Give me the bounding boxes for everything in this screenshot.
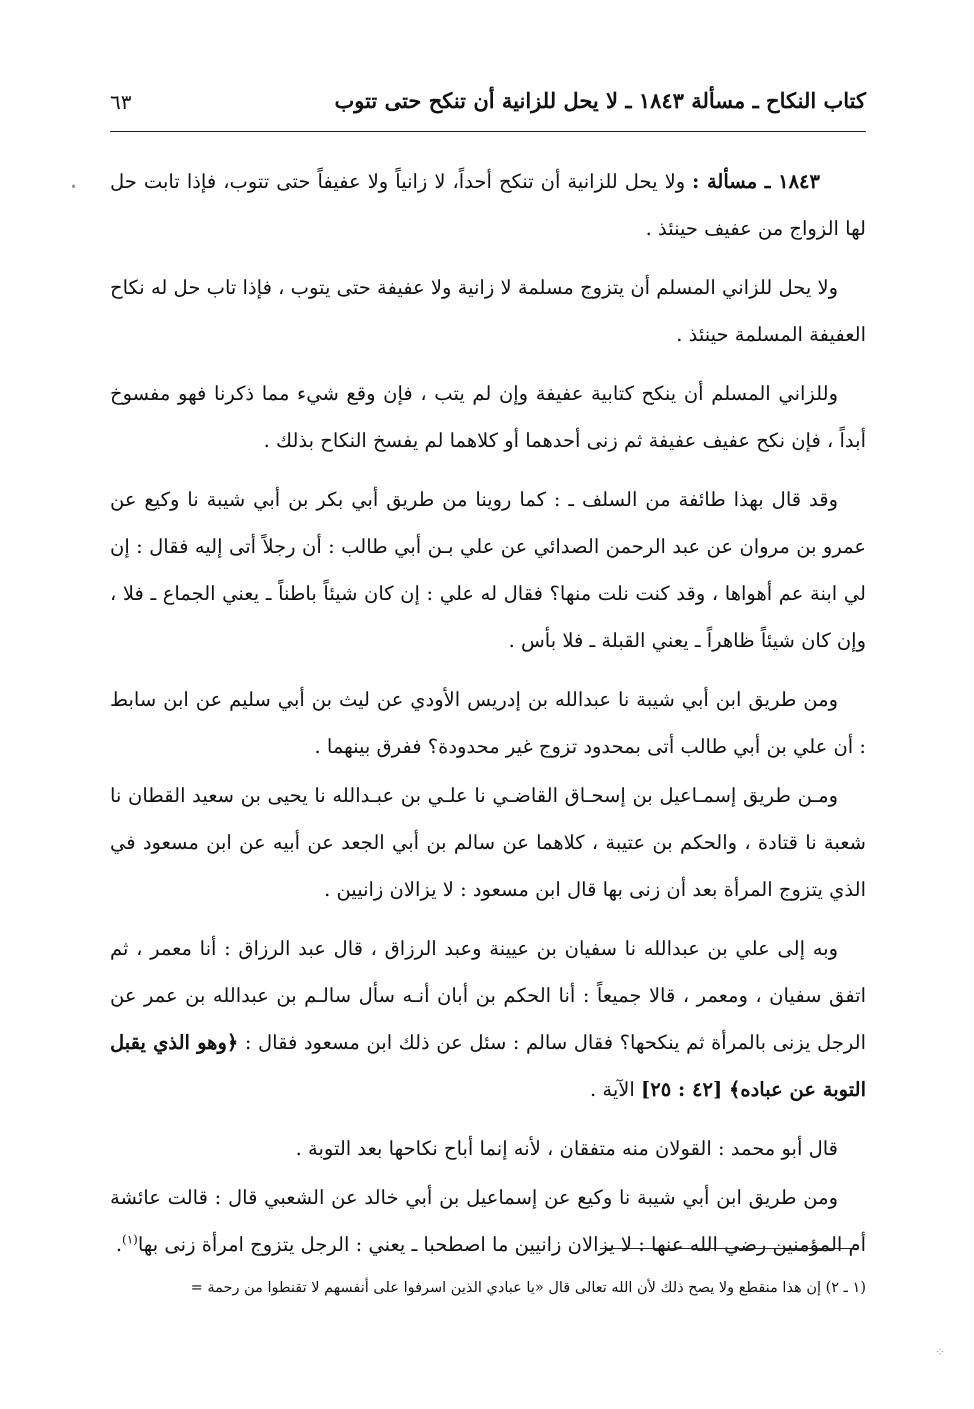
paragraph-2: ولا يحل للزاني المسلم أن يتزوج مسلمة لا زانية ولا عفيفة حتى يتوب ، فإذا تاب حل له نكاح العفيفة المسلمة حينئذ . — [110, 276, 866, 346]
paragraph-4: وقد قال بهذا طائفة من السلف ـ : كما روينا من طريق أبي بكر بن أبي شيبة نا وكيع عن عمرو بن مروان عن عبد الرحمن الصدائي عن علي بـن أبي طالب : أن رجلاً أتى إليه فقال : إن لي ابنة عم أهواها ، وقد كنت نلت منها؟ فقال له علي : إن كان شيئاً باطناً ـ يعني الجماع ـ فلا ، وإن كان شيئاً ظاهراً ـ يعني القبلة ـ فلا بأس . — [110, 488, 866, 652]
footnote-ref: (١) — [122, 1232, 138, 1247]
paragraph-7-tail: الآية . — [589, 1078, 635, 1101]
paragraph-issue — [110, 158, 866, 252]
paragraph-7 — [110, 925, 866, 1113]
footnote-rule — [600, 1248, 858, 1249]
paragraph-5: ومن طريق ابن أبي شيبة نا عبدالله بن إدريس الأودي عن ليث بن أبي سليم عن ابن سابط : أن علي بن أبي طالب أتى بمحدود تزوج غير محدودة؟ ففرق بينهما . — [110, 688, 866, 758]
main-text — [110, 158, 866, 1280]
paragraph-6: ومـن طريق إسمـاعيل بن إسحـاق القاضـي نا علـي بن عبـدالله نا يحيى بن سعيد القطان نا شعبة نا قتادة ، والحكم بن عتيبة ، كلاهما عن سالم بن أبي الجعد عن أبيه عن ابن مسعود في الذي يتزوج المرأة بعد أن زنى بها قال ابن مسعود : لا يزالان زانيين . — [110, 784, 866, 901]
quran-quote: ﴿وهو الذي يقبل التوبة عن عباده﴾ [٤٢ : ٢٥] — [110, 1031, 866, 1101]
scan-speck: ⁘ — [935, 1345, 946, 1359]
header-title: كتاب النكاح ـ مسألة ١٨٤٣ ـ لا يحل للزانية أن تنكح حتى تتوب — [334, 88, 866, 113]
page-number: ٦٣ — [110, 90, 132, 114]
footnote: (١ ـ ٢) إن هذا منقطع ولا يصح ذلك لأن الله تعالى قال «يا عبادي الذين اسرفوا على أنفسهم لا تقنطوا من رحمة = — [190, 1280, 866, 1296]
paragraph-3: وللزاني المسلم أن ينكح كتابية عفيفة وإن لم يتب ، فإن وقع شيء مما ذكرنا فهو مفسوخ أبداً ، فإن نكح عفيف عفيفة ثم زنى أحدهما أو كلاهما لم يفسخ النكاح بذلك . — [110, 382, 866, 452]
paragraph-7-text: وبه إلى علي بن عبدالله نا سفيان بن عيينة وعبد الرزاق ، قال عبد الرزاق : أنا معمر ، ثم اتفق سفيان ، ومعمر ، قالا جميعاً : أنا الحكم بن أبان أنـه سأل سالـم بن عبدالله بن عمر عن الرجل يزنى بالمرأة ثم ينكحها؟ فقال سالم : سئل عن ذلك ابن مسعود فقال : — [110, 937, 866, 1054]
scan-speck: • — [70, 180, 78, 194]
issue-number: ١٨٤٣ ـ مسألة : — [692, 170, 820, 193]
paragraph-9-text: ومن طريق ابن أبي شيبة نا وكيع عن إسماعيل بن أبي خالد عن الشعبي قال : قالت عائشة أم المؤمنين رضي الله عنها : لا يزالان زانيين ما اصطحبا ـ يعني : الرجل يتزوج امرأة زنى بها — [110, 1186, 866, 1256]
header-rule — [110, 131, 866, 132]
paragraph-9 — [110, 1174, 866, 1268]
issue-text: ولا يحل للزانية أن تنكح أحداً، لا زانياً ولا عفيفاً حتى تتوب، فإذا تابت حل لها الزواج من عفيف حينئذ . — [110, 170, 866, 240]
paragraph-9-end: . — [115, 1233, 123, 1256]
running-header — [110, 88, 866, 128]
paragraph-8: قال أبو محمد : القولان منه متفقان ، لأنه إنما أباح نكاحها بعد التوبة . — [295, 1137, 838, 1160]
